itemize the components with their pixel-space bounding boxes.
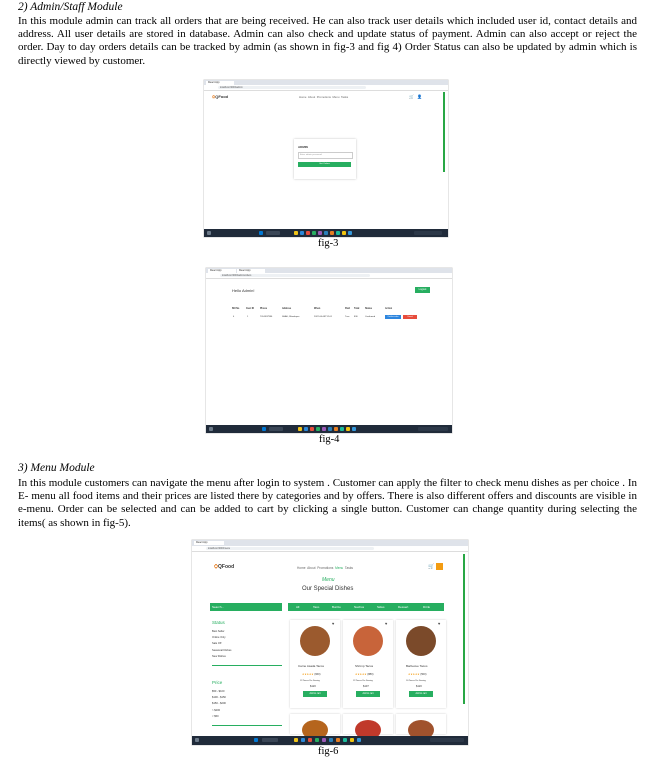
login-card xyxy=(294,139,356,179)
category-all[interactable]: All xyxy=(296,605,300,609)
dish-card xyxy=(290,620,340,708)
food-icon: ⛭ xyxy=(214,564,219,570)
section-3-paragraph: In this module customers can navigate the menu after login to system . Customer can apply the filter to check menu dishes as per choice . In E- menu all food items and their prices are listed there by categories and by offers. There is also different offers and discounts are visible in e-menu. Order can be selected and can be added to cart by clicking a single button. Customer can change quantity during selecting the items( as shown in fig-5). xyxy=(18,477,637,529)
status-filter-title: Status xyxy=(212,620,225,625)
nav-menu: Home About Promotions Menu Tasks xyxy=(299,95,349,99)
filter-option[interactable]: $150 - $200 xyxy=(212,702,226,706)
dish-name: Barbecue Tacos xyxy=(406,664,428,668)
filter-option[interactable]: > $200 xyxy=(212,708,221,712)
scrollbar xyxy=(443,92,445,172)
dish-rating: ★★★★★ (880) xyxy=(355,673,374,676)
heart-icon[interactable]: ♥ xyxy=(332,621,335,626)
app-icon xyxy=(334,427,338,431)
dish-serving: 12 Pieces Per Serving xyxy=(300,680,320,682)
star-rating-icon: ★★★★★ xyxy=(408,673,420,676)
filter-option[interactable]: Online Only xyxy=(212,636,226,640)
dish-name: Carne Asada Tacos xyxy=(298,664,324,668)
chrome-icon xyxy=(350,738,354,742)
system-tray xyxy=(430,738,464,742)
folder-icon xyxy=(294,738,298,742)
cart-icon: 🛒 xyxy=(409,94,414,99)
address-bar xyxy=(206,273,452,279)
app-icon xyxy=(330,231,334,235)
url-field: localhost:3000/adminorders xyxy=(220,274,370,277)
weather-icon xyxy=(209,427,213,431)
password-input[interactable]: Enter admin password xyxy=(298,152,353,159)
app-icon xyxy=(316,427,320,431)
app-icon xyxy=(312,231,316,235)
nav-about[interactable]: About xyxy=(307,566,316,570)
fig-6-caption: fig-6 xyxy=(318,746,339,757)
start-icon xyxy=(259,231,263,235)
price-filter-title: Price xyxy=(212,680,223,685)
folder-icon xyxy=(298,427,302,431)
search-icon xyxy=(269,427,283,431)
filter-option[interactable]: < $50 xyxy=(212,714,219,718)
browser-tab: React App xyxy=(206,81,234,85)
browser-tab: React App xyxy=(237,269,265,273)
chrome-icon xyxy=(342,231,346,235)
folder-icon xyxy=(294,231,298,235)
dish-card xyxy=(290,714,340,734)
nav-menu-link[interactable]: Menu xyxy=(335,566,344,570)
category-dessert[interactable]: Dessert xyxy=(398,605,409,609)
app-icon xyxy=(322,738,326,742)
vscode-icon xyxy=(329,738,333,742)
windows-taskbar xyxy=(204,229,448,237)
category-bar xyxy=(288,603,444,611)
vscode-icon xyxy=(328,427,332,431)
divider xyxy=(212,665,282,666)
section-3-heading: 3) Menu Module xyxy=(18,462,95,474)
section-2-heading: 2) Admin/Staff Module xyxy=(18,1,123,13)
app-icon xyxy=(308,738,312,742)
add-to-cart-button[interactable]: Add to cart xyxy=(356,691,380,697)
filter-option[interactable]: New Dishes xyxy=(212,654,226,658)
scrollbar[interactable] xyxy=(463,554,465,704)
login-title: ADMIN xyxy=(298,145,308,149)
dish-image xyxy=(406,626,436,656)
weather-icon xyxy=(195,738,199,742)
category-drink[interactable]: Drink xyxy=(423,605,431,609)
category-sides[interactable]: Sides xyxy=(377,605,385,609)
cancel-order-button[interactable]: Cancel xyxy=(403,315,417,319)
app-icon xyxy=(340,427,344,431)
nav-menu xyxy=(297,566,353,570)
fig-4-caption: fig-4 xyxy=(319,434,340,445)
filter-option[interactable]: $100 - $150 xyxy=(212,696,226,700)
cart-icon[interactable]: 🛒 xyxy=(428,564,435,570)
search-input[interactable]: Search... xyxy=(210,603,282,611)
url-field: localhost:3000/admin xyxy=(218,86,366,89)
get-orders-button[interactable]: Get Orders xyxy=(298,162,351,167)
system-tray xyxy=(414,231,442,235)
greeting: Hello Admin! xyxy=(232,288,255,293)
dish-image xyxy=(353,626,383,656)
dish-name: Shrimp Tacos xyxy=(355,664,374,668)
app-icon xyxy=(322,427,326,431)
category-burrito[interactable]: Burrito xyxy=(332,605,341,609)
filter-option[interactable]: Sale Off xyxy=(212,642,222,646)
browser-tab: React App xyxy=(194,541,224,545)
app-icon xyxy=(352,427,356,431)
dish-card xyxy=(343,620,393,708)
category-taco[interactable]: Taco xyxy=(313,605,320,609)
app-icon xyxy=(343,738,347,742)
fig-6-screenshot xyxy=(192,540,468,745)
vscode-icon xyxy=(324,231,328,235)
brand-logo: ⛭QFood xyxy=(214,564,235,570)
edge-icon xyxy=(301,738,305,742)
star-rating-icon: ★★★★★ xyxy=(355,673,367,676)
user-icon[interactable] xyxy=(436,563,443,570)
edge-icon xyxy=(300,231,304,235)
dish-image xyxy=(300,626,330,656)
browser-tab: React App xyxy=(208,269,236,273)
weather-icon xyxy=(207,231,211,235)
nav-tasks[interactable]: Tasks xyxy=(344,566,354,570)
dish-price: $107 xyxy=(363,685,369,688)
dish-rating: ★★★★★ (660) xyxy=(302,673,321,676)
dish-price: $120 xyxy=(310,685,316,688)
address-bar xyxy=(192,546,468,552)
price-filter-list xyxy=(212,689,226,720)
heart-icon[interactable]: ♥ xyxy=(438,621,441,626)
divider xyxy=(212,725,282,726)
filter-option[interactable]: Seasonal Dishes xyxy=(212,648,232,652)
fig-3-screenshot xyxy=(204,80,448,237)
chrome-icon xyxy=(346,427,350,431)
star-rating-icon: ★★★★★ xyxy=(302,673,314,676)
menu-script-title: Menu xyxy=(322,577,335,583)
start-icon xyxy=(254,738,258,742)
dish-rating: ★★★★★ (500) xyxy=(408,673,427,676)
user-icon: 👤 xyxy=(417,94,422,99)
brand-logo: ⛭QFood xyxy=(212,94,229,99)
add-to-cart-button[interactable]: Add to cart xyxy=(409,691,433,697)
dish-serving: 12 Pieces Per Serving xyxy=(353,680,373,682)
search-icon xyxy=(266,231,280,235)
start-icon xyxy=(262,427,266,431)
address-bar xyxy=(204,85,448,91)
app-icon xyxy=(315,738,319,742)
app-icon xyxy=(336,231,340,235)
app-icon xyxy=(336,738,340,742)
add-to-cart-button[interactable]: Add to cart xyxy=(303,691,327,697)
windows-taskbar xyxy=(192,736,468,745)
confirm-order-button[interactable]: Confirm order xyxy=(385,315,401,319)
dish-card xyxy=(396,714,446,734)
app-icon xyxy=(310,427,314,431)
page-title: Our Special Dishes xyxy=(302,586,354,592)
logout-button[interactable]: Logout xyxy=(415,287,430,293)
food-icon: ⛭ xyxy=(212,94,216,99)
system-tray xyxy=(418,427,448,431)
filter-option[interactable]: Best Seller xyxy=(212,630,225,633)
dish-price: $120 xyxy=(416,685,422,688)
nav-home[interactable]: Home xyxy=(297,566,306,570)
app-icon xyxy=(357,738,361,742)
fig-4-screenshot: React App React App localhost:3000/adminorders Hello Admin! Logout Bill No Cust ID Phone Address When Paid Total Status Action 4 1 7014537986 SHAD, Bhadrapur 2022-06-08T12:01 True 830 Confirmed Confirm order Cancel xyxy=(206,268,452,433)
dish-card xyxy=(343,714,393,734)
nav-promotions[interactable]: Promotions xyxy=(317,566,334,570)
windows-taskbar xyxy=(206,425,452,433)
dish-serving: 10 Pieces Per Serving xyxy=(406,680,426,682)
dish-card xyxy=(396,620,446,708)
category-nachos[interactable]: Nachos xyxy=(354,605,365,609)
search-icon xyxy=(262,738,278,742)
heart-icon[interactable]: ♥ xyxy=(385,621,388,626)
edge-icon xyxy=(304,427,308,431)
app-icon xyxy=(348,231,352,235)
url-field: localhost:3000/menu xyxy=(206,547,374,550)
section-2-paragraph: In this module admin can track all orders that are being received. He can also track user details which included user id, contact details and address. All user details are stored in database. Admin can also check and update status of payment. Admin can also accept or reject the order. Day to day orders details can be tracked by admin (as shown in fig-3 and fig 4) Order Status can also be updated by admin which is directly viewed by customer. xyxy=(18,15,637,67)
filter-option[interactable]: $50 - $100 xyxy=(212,690,225,693)
app-icon xyxy=(318,231,322,235)
fig-3-caption: fig-3 xyxy=(318,238,339,249)
status-filter-list xyxy=(212,629,231,660)
app-icon xyxy=(306,231,310,235)
